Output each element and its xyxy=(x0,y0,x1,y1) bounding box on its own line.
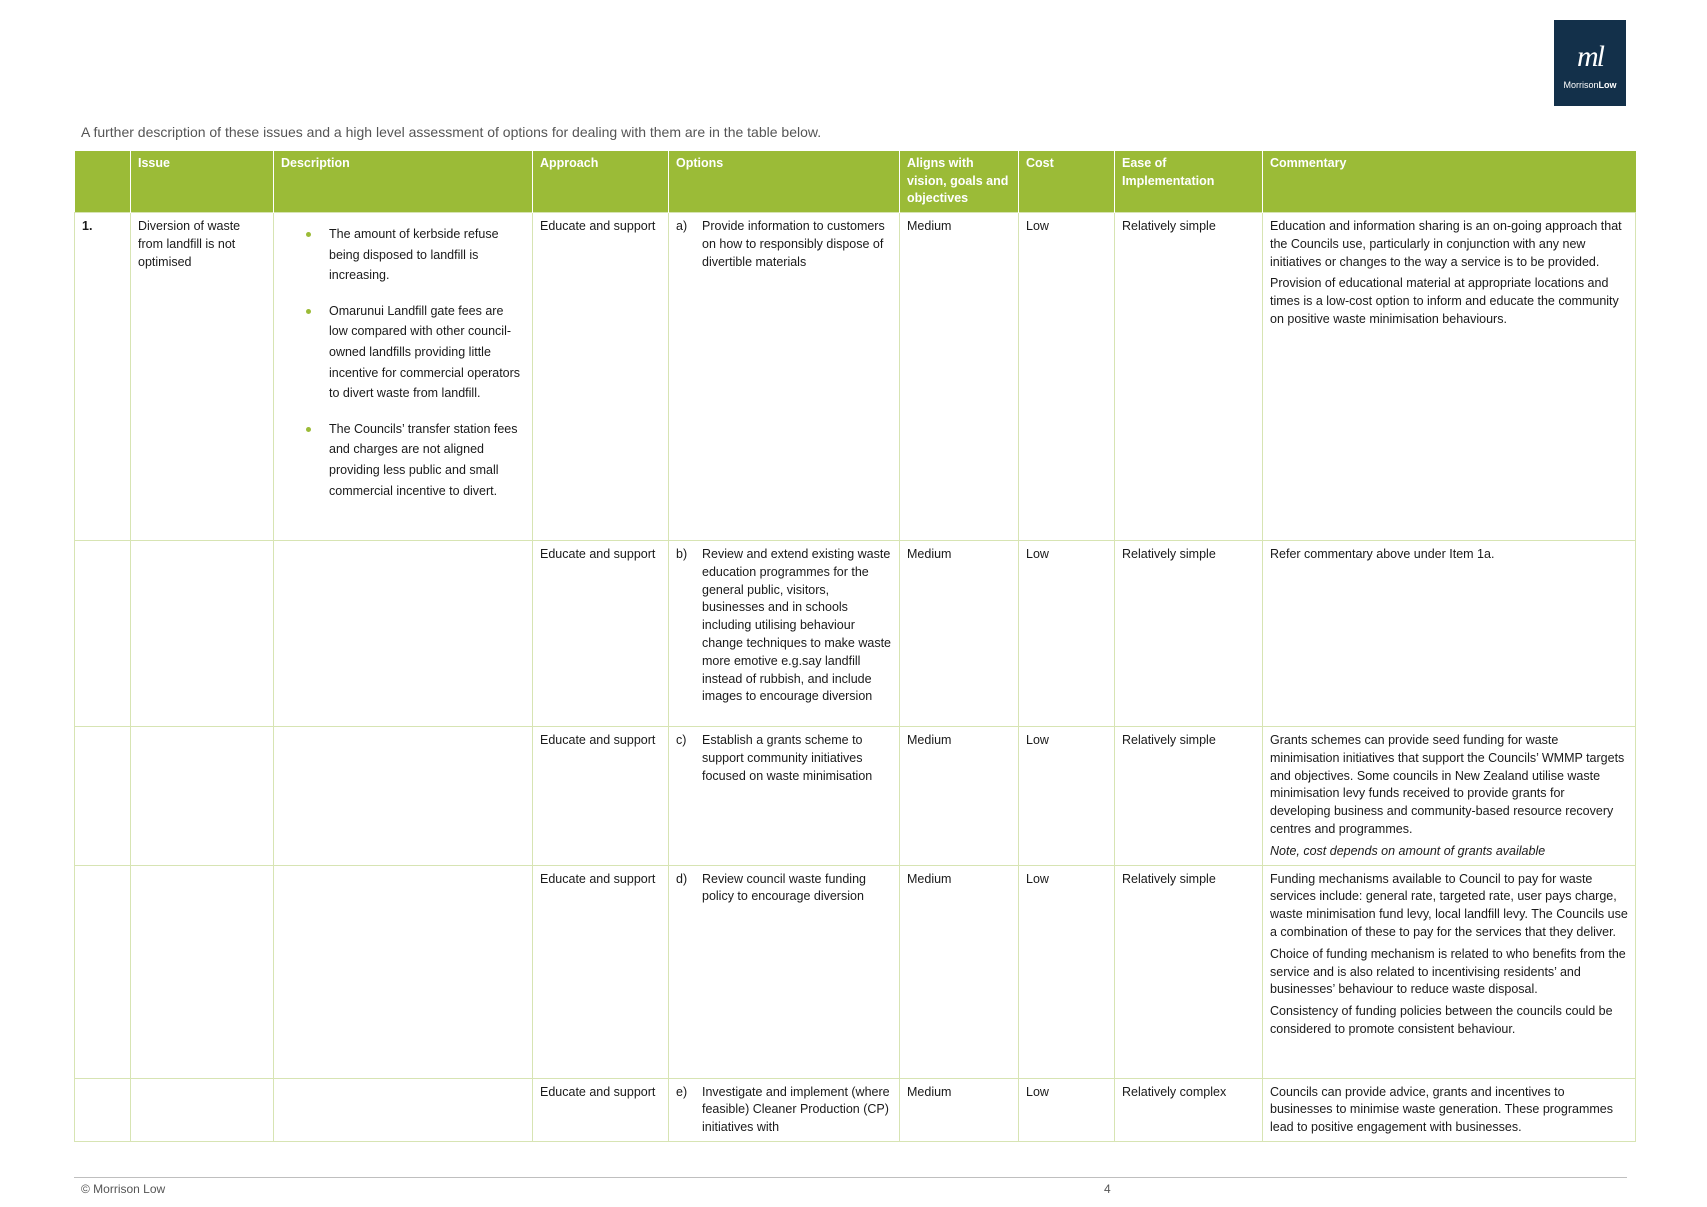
header-aligns: Aligns with vision, goals and objectives xyxy=(900,151,1019,213)
commentary-paragraph: Provision of educational material at appropriate locations and times is a low-cost option to inform and educate the community on positive waste minimisation behaviours. xyxy=(1270,276,1619,326)
approach-cell: Educate and support xyxy=(533,1078,669,1141)
logo-wordmark: MorrisonLow xyxy=(1563,80,1617,90)
aligns-cell: Medium xyxy=(900,865,1019,1078)
description-bullet: Omarunui Landfill gate fees are low compared with other council-owned landfills providing little incentive for commercial operators to divert waste from landfill. xyxy=(303,301,525,404)
row-number xyxy=(75,865,131,1078)
option-cell xyxy=(669,541,900,727)
table-row xyxy=(75,727,1636,866)
logo-monogram: ml xyxy=(1577,40,1603,73)
commentary-note: Note, cost depends on amount of grants available xyxy=(1270,843,1546,858)
option-cell xyxy=(669,1078,900,1141)
commentary-cell xyxy=(1263,865,1636,1078)
aligns-cell: Medium xyxy=(900,727,1019,866)
approach-cell: Educate and support xyxy=(533,865,669,1078)
option-cell xyxy=(669,865,900,1078)
header-ease: Ease of Implementation xyxy=(1115,151,1263,213)
description-cell xyxy=(274,541,533,727)
option-letter: b) xyxy=(676,547,688,561)
option-cell xyxy=(669,727,900,866)
cost-cell: Low xyxy=(1019,213,1115,541)
header-options: Options xyxy=(669,151,900,213)
description-cell xyxy=(274,213,533,541)
ease-cell: Relatively simple xyxy=(1115,865,1263,1078)
header-description: Description xyxy=(274,151,533,213)
issue-cell xyxy=(131,727,274,866)
aligns-cell: Medium xyxy=(900,541,1019,727)
commentary-paragraph: Councils can provide advice, grants and incentives to businesses to minimise waste generation. These programmes lead to positive engagement with businesses. xyxy=(1270,1084,1613,1135)
description-list xyxy=(281,224,525,501)
option-text: Provide information to customers on how to responsibly dispose of divertible materials xyxy=(702,219,885,269)
header-commentary: Commentary xyxy=(1263,151,1636,213)
row-number xyxy=(75,727,131,866)
option-text: Review and extend existing waste education programmes for the general public, visitors, businesses and in schools including utilising behaviour change techniques to make waste more emotive e.g.say landfill instead of rubbish, and include images to encourage diversion xyxy=(702,547,892,704)
commentary-paragraph: Funding mechanisms available to Council to pay for waste services include: general rate, targeted rate, user pays charge, waste minimisation fund levy, local landfill levy. The Councils use a combination of these to pay for the services that they deliver. xyxy=(1270,871,1628,939)
table-row xyxy=(75,541,1636,727)
option-letter: c) xyxy=(676,733,687,747)
ease-cell: Relatively simple xyxy=(1115,213,1263,541)
option-letter: e) xyxy=(676,1084,688,1099)
ease-cell: Relatively simple xyxy=(1115,541,1263,727)
description-bullet: The amount of kerbside refuse being disposed to landfill is increasing. xyxy=(303,224,525,286)
options-assessment-table xyxy=(74,151,1636,1142)
option-text: Establish a grants scheme to support community initiatives focused on waste minimisation xyxy=(702,733,873,783)
header-cost: Cost xyxy=(1019,151,1115,213)
approach-cell: Educate and support xyxy=(533,541,669,727)
commentary-cell xyxy=(1263,213,1636,541)
cost-cell: Low xyxy=(1019,1078,1115,1141)
ease-cell: Relatively complex xyxy=(1115,1078,1263,1141)
commentary-paragraph: Consistency of funding policies between the councils could be considered to promote consistent behaviour. xyxy=(1270,1004,1613,1036)
description-cell xyxy=(274,865,533,1078)
commentary-paragraph: Refer commentary above under Item 1a. xyxy=(1270,547,1495,561)
intro-paragraph: A further description of these issues and a high level assessment of options for dealing with them are in the table below. xyxy=(81,124,822,140)
option-text: Investigate and implement (where feasible) Cleaner Production (CP) initiatives with xyxy=(702,1084,890,1135)
row-number xyxy=(75,541,131,727)
table-row xyxy=(75,865,1636,1078)
row-number: 1. xyxy=(75,213,131,541)
issue-cell xyxy=(131,1078,274,1141)
issue-cell: Diversion of waste from landfill is not optimised xyxy=(131,213,274,541)
table-row xyxy=(75,1078,1636,1141)
header-approach: Approach xyxy=(533,151,669,213)
row-number xyxy=(75,1078,131,1141)
commentary-paragraph: Education and information sharing is an on-going approach that the Councils use, particularly in conjunction with any new initiatives or changes to the way a service is to be provided. xyxy=(1270,219,1622,269)
option-cell xyxy=(669,213,900,541)
description-cell xyxy=(274,727,533,866)
cost-cell: Low xyxy=(1019,865,1115,1078)
commentary-cell xyxy=(1263,541,1636,727)
commentary-paragraph: Grants schemes can provide seed funding for waste minimisation initiatives that support the Councils’ WMMP targets and objectives. Some councils in New Zealand utilise waste minimisation levy funds received to provide grants for developing business and community-based resource recovery centres and programmes. xyxy=(1270,733,1625,836)
header-issue: Issue xyxy=(131,151,274,213)
aligns-cell: Medium xyxy=(900,213,1019,541)
footer-divider xyxy=(74,1177,1627,1178)
commentary-cell xyxy=(1263,1078,1636,1141)
ease-cell: Relatively simple xyxy=(1115,727,1263,866)
issue-cell xyxy=(131,865,274,1078)
description-bullet: The Councils’ transfer station fees and charges are not aligned providing less public and small commercial incentive to divert. xyxy=(303,419,525,501)
footer-copyright: © Morrison Low xyxy=(81,1182,166,1196)
issue-cell xyxy=(131,541,274,727)
aligns-cell: Medium xyxy=(900,1078,1019,1141)
option-text: Review council waste funding policy to encourage diversion xyxy=(702,871,866,904)
commentary-paragraph: Choice of funding mechanism is related to who benefits from the service and is also related to incentivising residents’ and businesses’ behaviour to reduce waste disposal. xyxy=(1270,946,1626,997)
table-header-row xyxy=(75,151,1636,213)
table-row xyxy=(75,213,1636,541)
page-number: 4 xyxy=(1104,1182,1111,1196)
cost-cell: Low xyxy=(1019,727,1115,866)
approach-cell: Educate and support xyxy=(533,213,669,541)
company-logo xyxy=(1554,20,1626,106)
header-num xyxy=(75,151,131,213)
approach-cell: Educate and support xyxy=(533,727,669,866)
option-letter: a) xyxy=(676,219,688,233)
option-letter: d) xyxy=(676,871,688,886)
commentary-cell xyxy=(1263,727,1636,866)
description-cell xyxy=(274,1078,533,1141)
cost-cell: Low xyxy=(1019,541,1115,727)
